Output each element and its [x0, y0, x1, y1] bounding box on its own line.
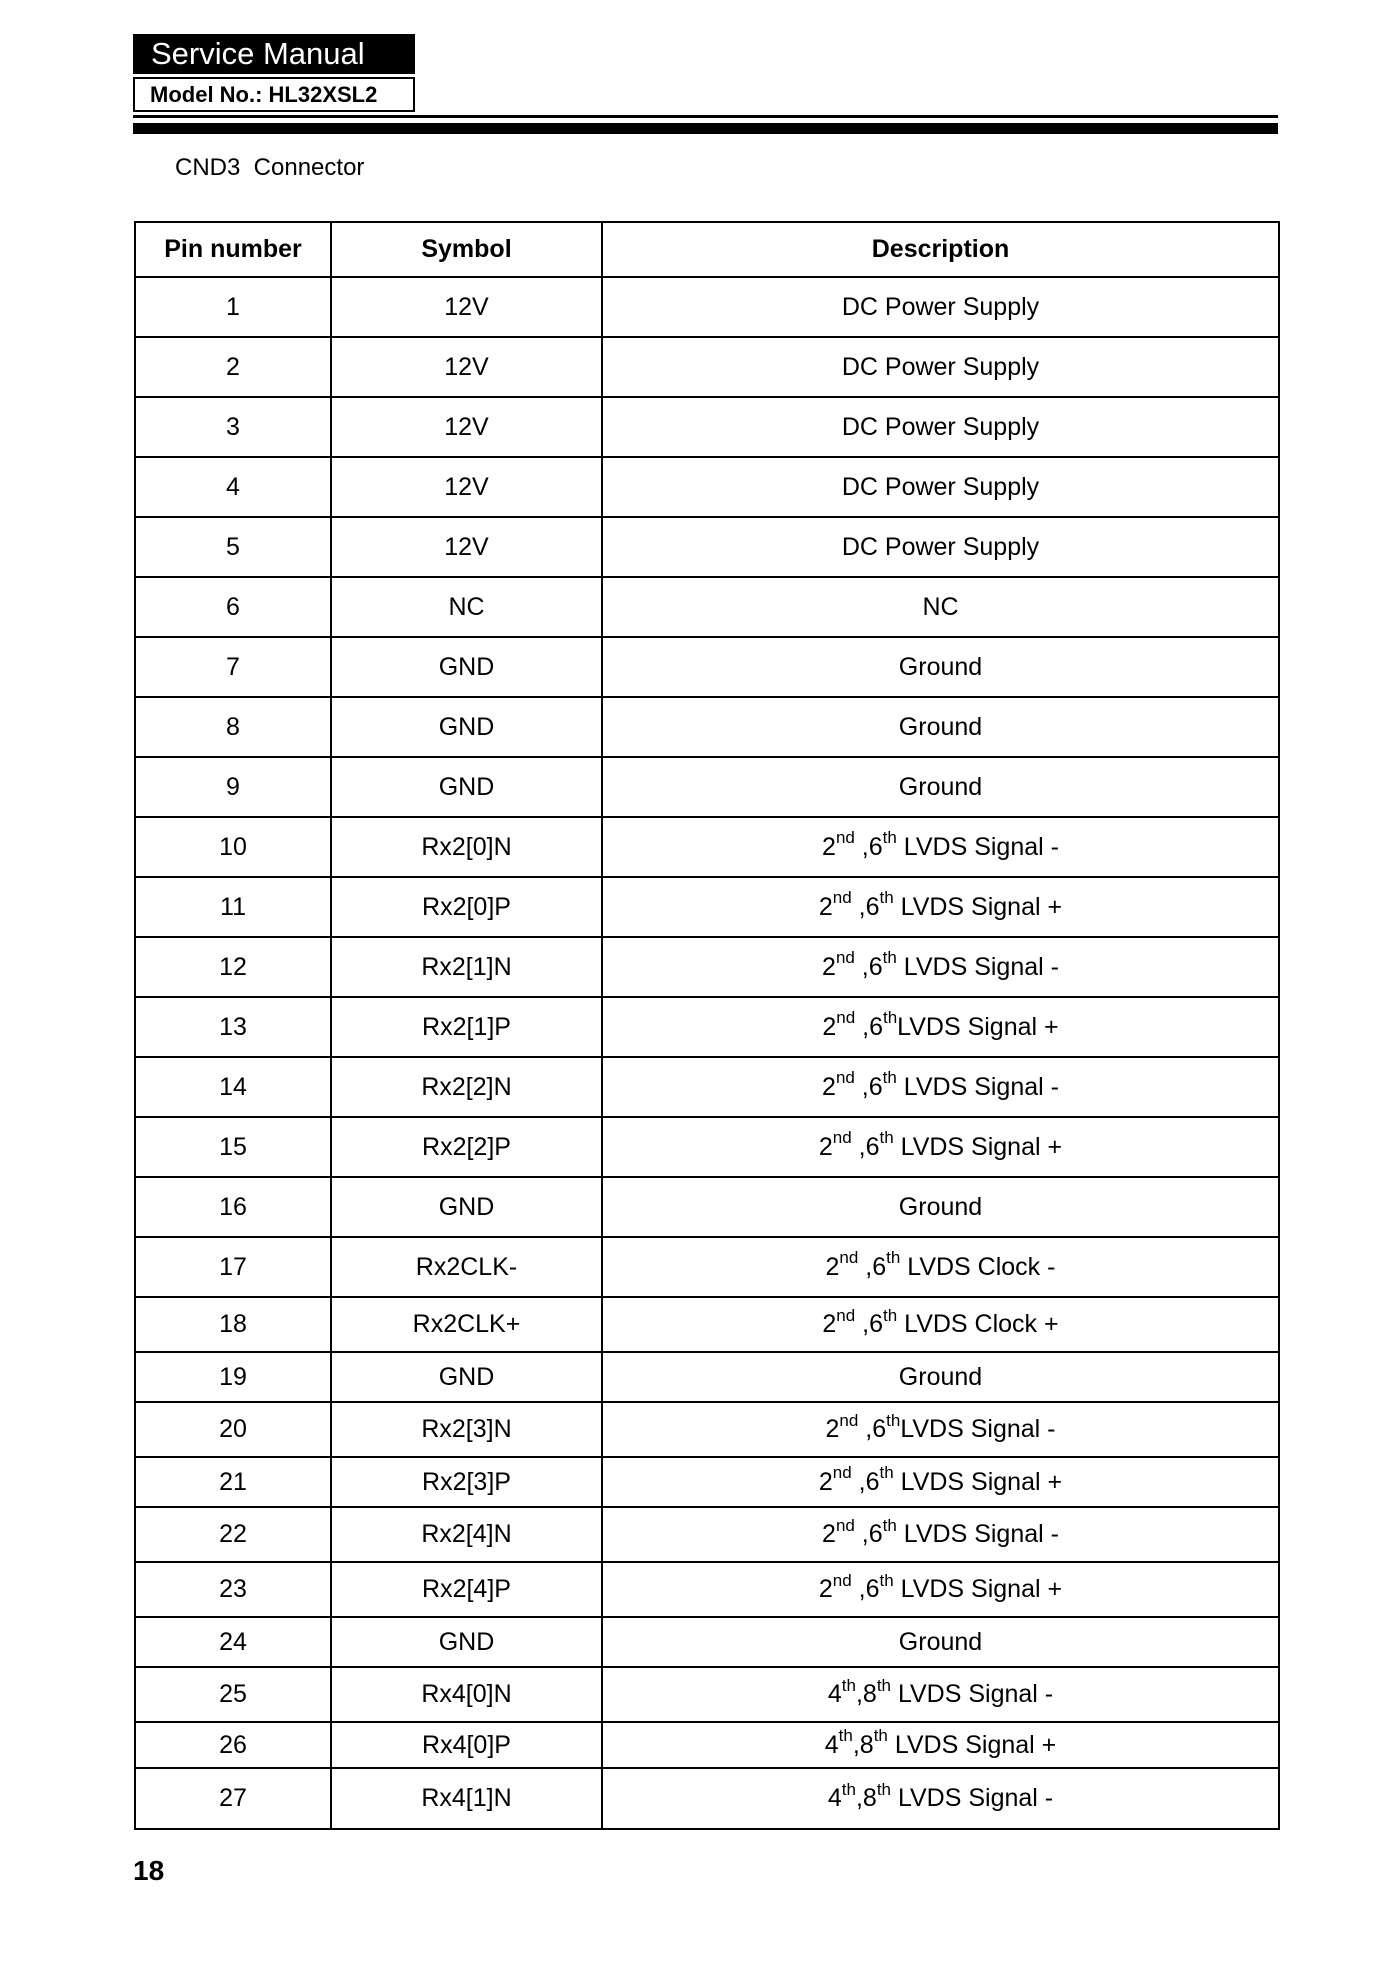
description-cell: 2nd ,6th LVDS Signal -: [602, 937, 1279, 997]
symbol-cell: Rx2[4]P: [331, 1562, 602, 1617]
symbol-cell: 12V: [331, 277, 602, 337]
description-cell: DC Power Supply: [602, 517, 1279, 577]
symbol-cell: Rx2[1]N: [331, 937, 602, 997]
description-cell: Ground: [602, 757, 1279, 817]
description-cell: Ground: [602, 1617, 1279, 1667]
description-cell: DC Power Supply: [602, 277, 1279, 337]
pin-number-cell: 17: [135, 1237, 331, 1297]
description-cell: 4th,8th LVDS Signal +: [602, 1722, 1279, 1768]
description-cell: DC Power Supply: [602, 337, 1279, 397]
table-header-row: [135, 222, 1279, 277]
symbol-cell: GND: [331, 757, 602, 817]
description-cell: 2nd ,6th LVDS Signal -: [602, 1057, 1279, 1117]
description-cell: 2nd ,6th LVDS Signal -: [602, 1507, 1279, 1562]
pin-number-cell: 1: [135, 277, 331, 337]
symbol-cell: Rx2[4]N: [331, 1507, 602, 1562]
pin-number-cell: 6: [135, 577, 331, 637]
pin-number-cell: 26: [135, 1722, 331, 1768]
table-row: [135, 457, 1279, 517]
section-label: CND3 Connector: [175, 154, 365, 181]
description-cell: 2nd ,6th LVDS Signal +: [602, 1562, 1279, 1617]
pin-number-cell: 2: [135, 337, 331, 397]
table-row: [135, 1117, 1279, 1177]
pin-number-cell: 16: [135, 1177, 331, 1237]
symbol-cell: Rx4[1]N: [331, 1768, 602, 1829]
table-row: [135, 1768, 1279, 1829]
description-cell: 2nd ,6th LVDS Signal -: [602, 817, 1279, 877]
header-pin-number: Pin number: [135, 222, 331, 277]
symbol-cell: Rx2[2]P: [331, 1117, 602, 1177]
table-row: [135, 517, 1279, 577]
pin-number-cell: 20: [135, 1402, 331, 1457]
table-row: [135, 757, 1279, 817]
table-row: [135, 1507, 1279, 1562]
description-cell: DC Power Supply: [602, 397, 1279, 457]
table-row: [135, 277, 1279, 337]
pin-number-cell: 5: [135, 517, 331, 577]
symbol-cell: 12V: [331, 457, 602, 517]
symbol-cell: NC: [331, 577, 602, 637]
description-cell: Ground: [602, 697, 1279, 757]
table-row: [135, 1562, 1279, 1617]
symbol-cell: Rx2CLK-: [331, 1237, 602, 1297]
table-row: [135, 877, 1279, 937]
pin-number-cell: 8: [135, 697, 331, 757]
table-row: [135, 637, 1279, 697]
description-cell: Ground: [602, 1177, 1279, 1237]
description-cell: 4th,8th LVDS Signal -: [602, 1667, 1279, 1722]
symbol-cell: 12V: [331, 337, 602, 397]
pin-number-cell: 9: [135, 757, 331, 817]
table-row: [135, 1297, 1279, 1352]
symbol-cell: GND: [331, 637, 602, 697]
table-row: [135, 337, 1279, 397]
table-row: [135, 1617, 1279, 1667]
symbol-cell: 12V: [331, 397, 602, 457]
pin-number-cell: 23: [135, 1562, 331, 1617]
description-cell: Ground: [602, 637, 1279, 697]
table-row: [135, 817, 1279, 877]
pin-number-cell: 22: [135, 1507, 331, 1562]
symbol-cell: Rx2[3]N: [331, 1402, 602, 1457]
symbol-cell: Rx4[0]P: [331, 1722, 602, 1768]
pin-number-cell: 10: [135, 817, 331, 877]
description-cell: 2nd ,6th LVDS Clock +: [602, 1297, 1279, 1352]
description-cell: Ground: [602, 1352, 1279, 1402]
header-rule-thin: [133, 115, 1278, 118]
header-rule-thick: [133, 123, 1278, 134]
symbol-cell: Rx4[0]N: [331, 1667, 602, 1722]
symbol-cell: GND: [331, 1352, 602, 1402]
table-body: [135, 277, 1279, 1829]
symbol-cell: Rx2CLK+: [331, 1297, 602, 1352]
description-cell: 2nd ,6th LVDS Signal +: [602, 1457, 1279, 1507]
table-row: [135, 997, 1279, 1057]
pin-number-cell: 11: [135, 877, 331, 937]
description-cell: 4th,8th LVDS Signal -: [602, 1768, 1279, 1829]
description-cell: 2nd ,6th LVDS Signal +: [602, 1117, 1279, 1177]
header-description: Description: [602, 222, 1279, 277]
pin-number-cell: 25: [135, 1667, 331, 1722]
description-cell: 2nd ,6thLVDS Signal -: [602, 1402, 1279, 1457]
symbol-cell: Rx2[0]P: [331, 877, 602, 937]
table-row: [135, 1667, 1279, 1722]
symbol-cell: GND: [331, 1617, 602, 1667]
symbol-cell: GND: [331, 697, 602, 757]
pin-number-cell: 27: [135, 1768, 331, 1829]
symbol-cell: Rx2[0]N: [331, 817, 602, 877]
pin-number-cell: 14: [135, 1057, 331, 1117]
table-row: [135, 1402, 1279, 1457]
table-row: [135, 937, 1279, 997]
table-row: [135, 397, 1279, 457]
symbol-cell: Rx2[1]P: [331, 997, 602, 1057]
table-row: [135, 1057, 1279, 1117]
pin-number-cell: 7: [135, 637, 331, 697]
description-cell: 2nd ,6th LVDS Clock -: [602, 1237, 1279, 1297]
table-row: [135, 577, 1279, 637]
symbol-cell: Rx2[3]P: [331, 1457, 602, 1507]
description-cell: NC: [602, 577, 1279, 637]
description-cell: 2nd ,6th LVDS Signal +: [602, 877, 1279, 937]
header-symbol: Symbol: [331, 222, 602, 277]
pin-number-cell: 18: [135, 1297, 331, 1352]
symbol-cell: 12V: [331, 517, 602, 577]
description-cell: DC Power Supply: [602, 457, 1279, 517]
pin-number-cell: 19: [135, 1352, 331, 1402]
page-number: 18: [133, 1855, 165, 1886]
pin-number-cell: 13: [135, 997, 331, 1057]
pin-number-cell: 21: [135, 1457, 331, 1507]
pin-table: [134, 221, 1280, 1830]
table-row: [135, 1177, 1279, 1237]
table-row: [135, 1352, 1279, 1402]
description-cell: 2nd ,6thLVDS Signal +: [602, 997, 1279, 1057]
symbol-cell: Rx2[2]N: [331, 1057, 602, 1117]
table-row: [135, 1237, 1279, 1297]
document-title: Service Manual: [133, 34, 415, 74]
table-row: [135, 697, 1279, 757]
pin-number-cell: 24: [135, 1617, 331, 1667]
pin-number-cell: 4: [135, 457, 331, 517]
model-number: Model No.: HL32XSL2: [133, 77, 415, 112]
table-row: [135, 1722, 1279, 1768]
table-row: [135, 1457, 1279, 1507]
pin-number-cell: 3: [135, 397, 331, 457]
pin-number-cell: 12: [135, 937, 331, 997]
symbol-cell: GND: [331, 1177, 602, 1237]
pin-number-cell: 15: [135, 1117, 331, 1177]
